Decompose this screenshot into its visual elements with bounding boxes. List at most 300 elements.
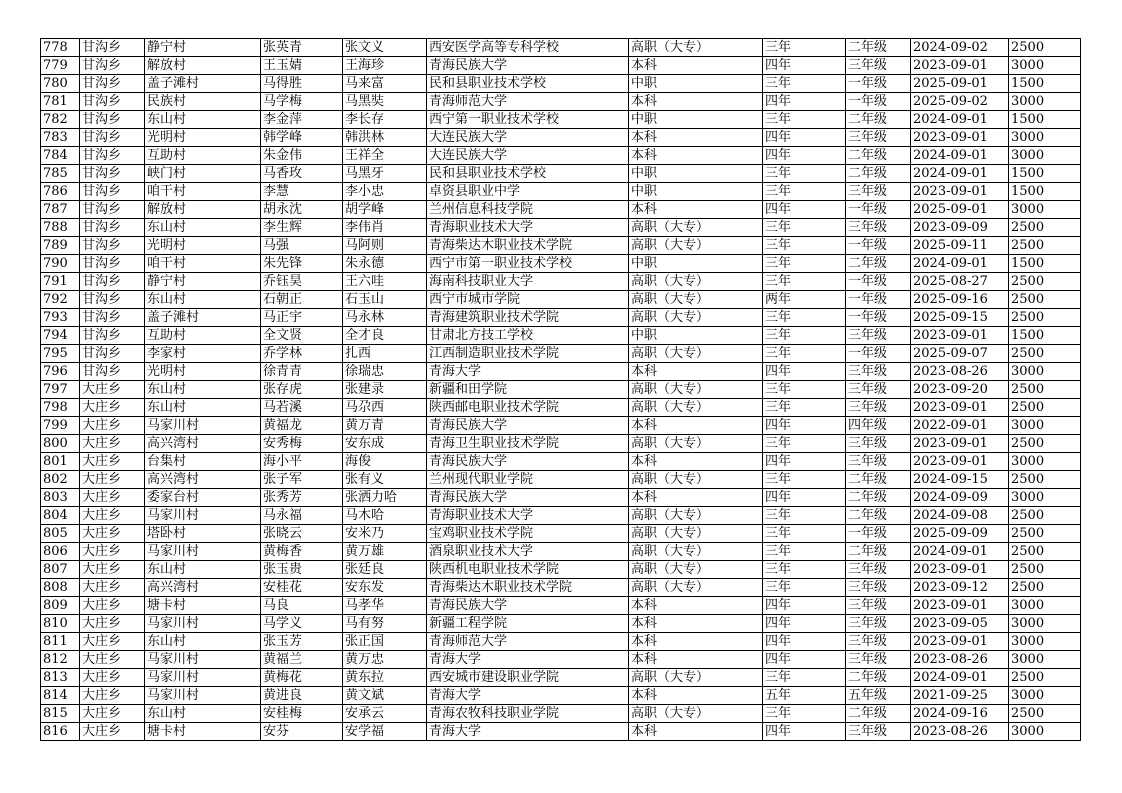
grade-cell: 三年级	[846, 453, 911, 471]
student-name-cell: 马良	[261, 597, 343, 615]
table-row	[41, 489, 1081, 507]
guardian-name-cell: 胡学峰	[343, 201, 427, 219]
school-name-cell: 酒泉职业技术大学	[427, 543, 629, 561]
education-level-cell: 高职（大专）	[629, 309, 763, 327]
education-level-cell: 高职（大专）	[629, 543, 763, 561]
township-cell: 甘沟乡	[80, 75, 145, 93]
village-cell: 东山村	[145, 111, 261, 129]
table-row	[41, 597, 1081, 615]
grade-cell: 三年级	[846, 633, 911, 651]
table-row	[41, 291, 1081, 309]
education-level-cell: 中职	[629, 255, 763, 273]
township-cell: 甘沟乡	[80, 327, 145, 345]
table-row	[41, 183, 1081, 201]
student-name-cell: 安秀梅	[261, 435, 343, 453]
table-row	[41, 165, 1081, 183]
education-level-cell: 高职（大专）	[629, 345, 763, 363]
grade-cell: 二年级	[846, 111, 911, 129]
student-name-cell: 张存虎	[261, 381, 343, 399]
enrollment-date-cell: 2023-09-01	[911, 561, 1009, 579]
table-body	[41, 39, 1081, 741]
village-cell: 静宁村	[145, 39, 261, 57]
school-name-cell: 西宁市城市学院	[427, 291, 629, 309]
school-name-cell: 青海民族大学	[427, 489, 629, 507]
grade-cell: 二年级	[846, 39, 911, 57]
guardian-name-cell: 李长存	[343, 111, 427, 129]
subsidy-amount-cell: 3000	[1009, 93, 1081, 111]
education-level-cell: 中职	[629, 327, 763, 345]
education-level-cell: 本科	[629, 417, 763, 435]
row-number-cell: 793	[41, 309, 80, 327]
education-level-cell: 中职	[629, 75, 763, 93]
subsidy-amount-cell: 2500	[1009, 507, 1081, 525]
subsidy-amount-cell: 2500	[1009, 381, 1081, 399]
enrollment-date-cell: 2023-09-12	[911, 579, 1009, 597]
subsidy-amount-cell: 2500	[1009, 291, 1081, 309]
table-row	[41, 399, 1081, 417]
table-row	[41, 435, 1081, 453]
enrollment-date-cell: 2024-09-01	[911, 165, 1009, 183]
township-cell: 甘沟乡	[80, 183, 145, 201]
row-number-cell: 809	[41, 597, 80, 615]
student-name-cell: 朱金伟	[261, 147, 343, 165]
row-number-cell: 791	[41, 273, 80, 291]
grade-cell: 二年级	[846, 255, 911, 273]
guardian-name-cell: 张洒力哈	[343, 489, 427, 507]
student-name-cell: 张晓云	[261, 525, 343, 543]
enrollment-date-cell: 2025-09-01	[911, 201, 1009, 219]
subsidy-amount-cell: 3000	[1009, 201, 1081, 219]
school-name-cell: 青海大学	[427, 651, 629, 669]
subsidy-amount-cell: 3000	[1009, 615, 1081, 633]
grade-cell: 二年级	[846, 165, 911, 183]
education-level-cell: 本科	[629, 57, 763, 75]
education-level-cell: 本科	[629, 129, 763, 147]
grade-cell: 二年级	[846, 543, 911, 561]
table-row	[41, 507, 1081, 525]
grade-cell: 一年级	[846, 525, 911, 543]
row-number-cell: 800	[41, 435, 80, 453]
township-cell: 甘沟乡	[80, 201, 145, 219]
guardian-name-cell: 黄文斌	[343, 687, 427, 705]
student-name-cell: 安桂梅	[261, 705, 343, 723]
subsidy-amount-cell: 2500	[1009, 435, 1081, 453]
student-name-cell: 马若溪	[261, 399, 343, 417]
row-number-cell: 806	[41, 543, 80, 561]
village-cell: 民族村	[145, 93, 261, 111]
grade-cell: 三年级	[846, 129, 911, 147]
subsidy-amount-cell: 1500	[1009, 165, 1081, 183]
guardian-name-cell: 黄东拉	[343, 669, 427, 687]
table-row	[41, 381, 1081, 399]
row-number-cell: 785	[41, 165, 80, 183]
enrollment-date-cell: 2024-09-01	[911, 669, 1009, 687]
school-name-cell: 江西制造职业技术学院	[427, 345, 629, 363]
table-row	[41, 327, 1081, 345]
row-number-cell: 790	[41, 255, 80, 273]
subsidy-amount-cell: 3000	[1009, 651, 1081, 669]
grade-cell: 三年级	[846, 561, 911, 579]
enrollment-date-cell: 2025-09-15	[911, 309, 1009, 327]
township-cell: 甘沟乡	[80, 147, 145, 165]
education-level-cell: 本科	[629, 723, 763, 741]
village-cell: 马家川村	[145, 417, 261, 435]
enrollment-date-cell: 2023-09-09	[911, 219, 1009, 237]
school-name-cell: 青海大学	[427, 723, 629, 741]
guardian-name-cell: 李伟肖	[343, 219, 427, 237]
education-level-cell: 高职（大专）	[629, 435, 763, 453]
subsidy-amount-cell: 2500	[1009, 399, 1081, 417]
subsidy-amount-cell: 1500	[1009, 183, 1081, 201]
education-level-cell: 高职（大专）	[629, 669, 763, 687]
school-name-cell: 青海农牧科技职业学院	[427, 705, 629, 723]
subsidy-amount-cell: 1500	[1009, 75, 1081, 93]
school-name-cell: 青海柴达木职业技术学院	[427, 579, 629, 597]
township-cell: 大庄乡	[80, 579, 145, 597]
guardian-name-cell: 马黑奘	[343, 93, 427, 111]
student-name-cell: 马正宇	[261, 309, 343, 327]
grade-cell: 三年级	[846, 579, 911, 597]
table-row	[41, 309, 1081, 327]
grade-cell: 一年级	[846, 345, 911, 363]
township-cell: 大庄乡	[80, 453, 145, 471]
school-name-cell: 甘肃北方技工学校	[427, 327, 629, 345]
school-name-cell: 新疆工程学院	[427, 615, 629, 633]
row-number-cell: 813	[41, 669, 80, 687]
village-cell: 塘卡村	[145, 597, 261, 615]
row-number-cell: 796	[41, 363, 80, 381]
guardian-name-cell: 黄万雄	[343, 543, 427, 561]
program-length-cell: 三年	[763, 273, 846, 291]
student-name-cell: 海小平	[261, 453, 343, 471]
program-length-cell: 三年	[763, 561, 846, 579]
enrollment-date-cell: 2024-09-09	[911, 489, 1009, 507]
enrollment-date-cell: 2023-08-26	[911, 363, 1009, 381]
township-cell: 大庄乡	[80, 417, 145, 435]
school-name-cell: 民和县职业技术学校	[427, 165, 629, 183]
student-name-cell: 马学梅	[261, 93, 343, 111]
grade-cell: 一年级	[846, 201, 911, 219]
guardian-name-cell: 李小忠	[343, 183, 427, 201]
township-cell: 大庄乡	[80, 705, 145, 723]
program-length-cell: 四年	[763, 597, 846, 615]
student-name-cell: 张子军	[261, 471, 343, 489]
township-cell: 大庄乡	[80, 669, 145, 687]
village-cell: 光明村	[145, 129, 261, 147]
student-name-cell: 张玉芳	[261, 633, 343, 651]
school-name-cell: 西宁市第一职业技术学校	[427, 255, 629, 273]
guardian-name-cell: 安承云	[343, 705, 427, 723]
guardian-name-cell: 朱永德	[343, 255, 427, 273]
school-name-cell: 青海师范大学	[427, 93, 629, 111]
row-number-cell: 812	[41, 651, 80, 669]
row-number-cell: 784	[41, 147, 80, 165]
guardian-name-cell: 安东发	[343, 579, 427, 597]
student-name-cell: 马香玫	[261, 165, 343, 183]
enrollment-date-cell: 2023-09-01	[911, 183, 1009, 201]
grade-cell: 一年级	[846, 273, 911, 291]
table-row	[41, 471, 1081, 489]
program-length-cell: 三年	[763, 543, 846, 561]
program-length-cell: 三年	[763, 165, 846, 183]
row-number-cell: 801	[41, 453, 80, 471]
student-name-cell: 张秀芳	[261, 489, 343, 507]
row-number-cell: 778	[41, 39, 80, 57]
grade-cell: 三年级	[846, 723, 911, 741]
township-cell: 大庄乡	[80, 633, 145, 651]
row-number-cell: 792	[41, 291, 80, 309]
village-cell: 光明村	[145, 237, 261, 255]
program-length-cell: 五年	[763, 687, 846, 705]
school-name-cell: 青海建筑职业技术学院	[427, 309, 629, 327]
row-number-cell: 786	[41, 183, 80, 201]
table-row	[41, 669, 1081, 687]
school-name-cell: 陕西机电职业技术学院	[427, 561, 629, 579]
guardian-name-cell: 张正国	[343, 633, 427, 651]
enrollment-date-cell: 2023-09-01	[911, 327, 1009, 345]
guardian-name-cell: 张建录	[343, 381, 427, 399]
program-length-cell: 三年	[763, 399, 846, 417]
grade-cell: 二年级	[846, 471, 911, 489]
row-number-cell: 789	[41, 237, 80, 255]
enrollment-date-cell: 2025-09-01	[911, 75, 1009, 93]
township-cell: 甘沟乡	[80, 309, 145, 327]
school-name-cell: 青海大学	[427, 363, 629, 381]
guardian-name-cell: 马阿则	[343, 237, 427, 255]
township-cell: 大庄乡	[80, 471, 145, 489]
township-cell: 大庄乡	[80, 687, 145, 705]
row-number-cell: 815	[41, 705, 80, 723]
school-name-cell: 青海师范大学	[427, 633, 629, 651]
guardian-name-cell: 马尕西	[343, 399, 427, 417]
township-cell: 大庄乡	[80, 597, 145, 615]
education-level-cell: 高职（大专）	[629, 39, 763, 57]
township-cell: 大庄乡	[80, 543, 145, 561]
subsidy-amount-cell: 3000	[1009, 417, 1081, 435]
village-cell: 高兴湾村	[145, 579, 261, 597]
guardian-name-cell: 张廷良	[343, 561, 427, 579]
village-cell: 东山村	[145, 705, 261, 723]
school-name-cell: 青海职业技术大学	[427, 219, 629, 237]
grade-cell: 三年级	[846, 597, 911, 615]
row-number-cell: 782	[41, 111, 80, 129]
program-length-cell: 三年	[763, 579, 846, 597]
township-cell: 甘沟乡	[80, 273, 145, 291]
village-cell: 东山村	[145, 219, 261, 237]
student-name-cell: 安芬	[261, 723, 343, 741]
guardian-name-cell: 全才良	[343, 327, 427, 345]
township-cell: 甘沟乡	[80, 39, 145, 57]
township-cell: 大庄乡	[80, 399, 145, 417]
table-row	[41, 543, 1081, 561]
township-cell: 大庄乡	[80, 435, 145, 453]
row-number-cell: 816	[41, 723, 80, 741]
grade-cell: 三年级	[846, 363, 911, 381]
records-table	[40, 38, 1081, 741]
enrollment-date-cell: 2023-09-01	[911, 57, 1009, 75]
table-row	[41, 651, 1081, 669]
grade-cell: 三年级	[846, 57, 911, 75]
school-name-cell: 青海民族大学	[427, 597, 629, 615]
school-name-cell: 大连民族大学	[427, 147, 629, 165]
village-cell: 盖子滩村	[145, 75, 261, 93]
village-cell: 马家川村	[145, 669, 261, 687]
row-number-cell: 811	[41, 633, 80, 651]
student-name-cell: 朱先锋	[261, 255, 343, 273]
program-length-cell: 四年	[763, 129, 846, 147]
student-name-cell: 黄梅花	[261, 669, 343, 687]
enrollment-date-cell: 2025-09-02	[911, 93, 1009, 111]
grade-cell: 一年级	[846, 309, 911, 327]
enrollment-date-cell: 2023-09-05	[911, 615, 1009, 633]
program-length-cell: 三年	[763, 345, 846, 363]
grade-cell: 一年级	[846, 93, 911, 111]
guardian-name-cell: 马永林	[343, 309, 427, 327]
guardian-name-cell: 黄万青	[343, 417, 427, 435]
subsidy-amount-cell: 3000	[1009, 687, 1081, 705]
program-length-cell: 四年	[763, 201, 846, 219]
education-level-cell: 本科	[629, 93, 763, 111]
grade-cell: 一年级	[846, 237, 911, 255]
grade-cell: 三年级	[846, 219, 911, 237]
table-row	[41, 57, 1081, 75]
education-level-cell: 本科	[629, 453, 763, 471]
subsidy-amount-cell: 2500	[1009, 345, 1081, 363]
table-row	[41, 129, 1081, 147]
program-length-cell: 三年	[763, 183, 846, 201]
subsidy-amount-cell: 1500	[1009, 255, 1081, 273]
guardian-name-cell: 黄万忠	[343, 651, 427, 669]
village-cell: 咱干村	[145, 255, 261, 273]
subsidy-amount-cell: 3000	[1009, 597, 1081, 615]
village-cell: 互助村	[145, 327, 261, 345]
table-row	[41, 561, 1081, 579]
subsidy-amount-cell: 3000	[1009, 633, 1081, 651]
student-name-cell: 全文贤	[261, 327, 343, 345]
grade-cell: 二年级	[846, 489, 911, 507]
enrollment-date-cell: 2025-08-27	[911, 273, 1009, 291]
subsidy-amount-cell: 2500	[1009, 39, 1081, 57]
student-name-cell: 李金萍	[261, 111, 343, 129]
program-length-cell: 三年	[763, 309, 846, 327]
guardian-name-cell: 海俊	[343, 453, 427, 471]
guardian-name-cell: 马黑牙	[343, 165, 427, 183]
student-name-cell: 乔学林	[261, 345, 343, 363]
guardian-name-cell: 王海珍	[343, 57, 427, 75]
grade-cell: 三年级	[846, 399, 911, 417]
guardian-name-cell: 韩洪林	[343, 129, 427, 147]
township-cell: 大庄乡	[80, 381, 145, 399]
subsidy-amount-cell: 2500	[1009, 525, 1081, 543]
program-length-cell: 四年	[763, 723, 846, 741]
education-level-cell: 本科	[629, 687, 763, 705]
table-row	[41, 39, 1081, 57]
table-row	[41, 363, 1081, 381]
subsidy-amount-cell: 2500	[1009, 561, 1081, 579]
table-row	[41, 147, 1081, 165]
village-cell: 光明村	[145, 363, 261, 381]
table-row	[41, 75, 1081, 93]
grade-cell: 三年级	[846, 615, 911, 633]
subsidy-amount-cell: 3000	[1009, 363, 1081, 381]
village-cell: 台集村	[145, 453, 261, 471]
education-level-cell: 高职（大专）	[629, 399, 763, 417]
school-name-cell: 兰州信息科技学院	[427, 201, 629, 219]
table-row	[41, 723, 1081, 741]
village-cell: 东山村	[145, 291, 261, 309]
student-name-cell: 黄福龙	[261, 417, 343, 435]
education-level-cell: 本科	[629, 201, 763, 219]
education-level-cell: 高职（大专）	[629, 237, 763, 255]
grade-cell: 二年级	[846, 147, 911, 165]
program-length-cell: 三年	[763, 111, 846, 129]
township-cell: 甘沟乡	[80, 219, 145, 237]
village-cell: 东山村	[145, 633, 261, 651]
program-length-cell: 三年	[763, 219, 846, 237]
education-level-cell: 高职（大专）	[629, 525, 763, 543]
student-name-cell: 李慧	[261, 183, 343, 201]
table-row	[41, 255, 1081, 273]
subsidy-amount-cell: 3000	[1009, 489, 1081, 507]
row-number-cell: 805	[41, 525, 80, 543]
enrollment-date-cell: 2023-08-26	[911, 651, 1009, 669]
township-cell: 甘沟乡	[80, 93, 145, 111]
education-level-cell: 高职（大专）	[629, 579, 763, 597]
village-cell: 马家川村	[145, 615, 261, 633]
table-row	[41, 111, 1081, 129]
village-cell: 东山村	[145, 399, 261, 417]
row-number-cell: 803	[41, 489, 80, 507]
grade-cell: 三年级	[846, 327, 911, 345]
school-name-cell: 青海大学	[427, 687, 629, 705]
township-cell: 甘沟乡	[80, 237, 145, 255]
guardian-name-cell: 马木哈	[343, 507, 427, 525]
grade-cell: 一年级	[846, 291, 911, 309]
education-level-cell: 高职（大专）	[629, 561, 763, 579]
education-level-cell: 高职（大专）	[629, 471, 763, 489]
township-cell: 大庄乡	[80, 489, 145, 507]
township-cell: 大庄乡	[80, 525, 145, 543]
education-level-cell: 本科	[629, 597, 763, 615]
township-cell: 甘沟乡	[80, 345, 145, 363]
row-number-cell: 804	[41, 507, 80, 525]
village-cell: 高兴湾村	[145, 435, 261, 453]
school-name-cell: 西宁第一职业技术学校	[427, 111, 629, 129]
grade-cell: 三年级	[846, 435, 911, 453]
enrollment-date-cell: 2025-09-16	[911, 291, 1009, 309]
table-row	[41, 579, 1081, 597]
village-cell: 马家川村	[145, 651, 261, 669]
student-name-cell: 安桂花	[261, 579, 343, 597]
table-row	[41, 345, 1081, 363]
student-name-cell: 黄梅香	[261, 543, 343, 561]
subsidy-amount-cell: 2500	[1009, 237, 1081, 255]
subsidy-amount-cell: 3000	[1009, 147, 1081, 165]
program-length-cell: 三年	[763, 435, 846, 453]
row-number-cell: 787	[41, 201, 80, 219]
program-length-cell: 四年	[763, 453, 846, 471]
township-cell: 大庄乡	[80, 507, 145, 525]
village-cell: 马家川村	[145, 687, 261, 705]
table-row	[41, 201, 1081, 219]
township-cell: 大庄乡	[80, 615, 145, 633]
township-cell: 大庄乡	[80, 651, 145, 669]
school-name-cell: 兰州现代职业学院	[427, 471, 629, 489]
enrollment-date-cell: 2025-09-11	[911, 237, 1009, 255]
program-length-cell: 四年	[763, 93, 846, 111]
grade-cell: 三年级	[846, 381, 911, 399]
subsidy-amount-cell: 2500	[1009, 309, 1081, 327]
